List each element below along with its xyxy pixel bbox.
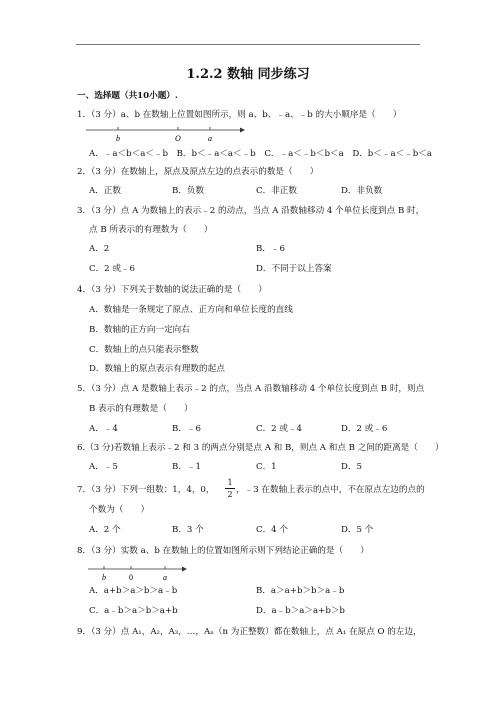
- q6-option-c: C．1: [256, 462, 277, 472]
- q7-fraction-bar: [225, 488, 235, 489]
- q5-option-d: D．2 或﹣6: [341, 424, 388, 434]
- q3-option-b: B．﹣6: [256, 244, 285, 254]
- q8-option-b: B．a＞a+b＞b＞a﹣b: [256, 586, 345, 596]
- q7-fraction-denominator: 2: [227, 490, 233, 499]
- q8-option-c: C．a﹣b＞a＞b＞a+b: [89, 606, 178, 616]
- q1-label-o: O: [175, 134, 181, 143]
- q2-stem: 2．（3 分）在数轴上，原点及原点左边的点表示的数是（ ）: [77, 167, 319, 177]
- q6-option-b: B．﹣1: [172, 462, 201, 472]
- q5-stem-line1: 5．（3 分）点 A 是数轴上表示﹣2 的点，当点 A 沿数轴移动 4 个单位长度到点 B 时，则点: [77, 384, 425, 394]
- q8-stem: 8．（3 分）实数 a、b 在数轴上的位置如图所示则下列结论正确的是（ ）: [77, 546, 369, 556]
- q7-fraction-numerator: 1: [227, 478, 233, 487]
- q3-stem-line2: 点 B 所表示的有理数为（ ）: [89, 225, 213, 235]
- q3-option-c: C．2 或﹣6: [89, 264, 136, 274]
- q7-stem-line2: 个数为（ ）: [89, 505, 150, 515]
- q7-stem-part2: ，﹣3 在数轴上表示的点中，不在原点左边的点的: [236, 485, 425, 495]
- q4-option-c: C．数轴上的点只能表示整数: [89, 345, 199, 355]
- q2-option-c: C．非正数: [256, 186, 297, 196]
- q8-label-a: a: [163, 573, 167, 582]
- q6-stem: 6.（3 分)若数轴上表示﹣2 和 3 的两点分别是点 A 和 B，则点 A 和点 B 之间的距离是（ ）: [77, 443, 444, 453]
- q7-fraction: [225, 478, 235, 499]
- q7-option-b: B．3 个: [172, 525, 204, 535]
- q3-stem-line1: 3．（3 分）点 A 为数轴上的表示﹣2 的动点，当点 A 沿数轴移动 4 个单位长度到点 B 时，: [77, 206, 425, 216]
- q5-option-a: A．﹣4: [89, 424, 118, 434]
- q2-option-b: B．负数: [172, 186, 205, 196]
- q4-stem: 4．（3 分）下列关于数轴的说法正确的是（ ）: [77, 285, 267, 295]
- q4-option-a: A．数轴是一条规定了原点、正方向和单位长度的直线: [89, 305, 293, 315]
- q7-option-d: D．5 个: [341, 525, 374, 535]
- q7-stem-part1: 7．（3 分）下列一组数：1，4，0，: [77, 485, 215, 495]
- q1-stem: 1．（3 分）a、b 在数轴上位置如图所示，则 a、b、﹣a、﹣b 的大小顺序是（ ）: [77, 110, 402, 120]
- q5-option-b: B．﹣6: [172, 424, 201, 434]
- page-title: 1.2.2 数轴 同步练习: [186, 67, 310, 82]
- q9-stem: 9．（3 分）点 A₁，A₂，A₃，…，Aₙ（n 为正整数）都在数轴上，点 A₁ 在原点 O 的左边，: [77, 627, 422, 637]
- q8-option-a: A．a+b＞a＞b＞a﹣b: [89, 586, 178, 596]
- q7-option-a: A．2 个: [89, 525, 121, 535]
- q4-option-b: B．数轴的正方向一定向右: [89, 325, 190, 335]
- q3-option-d: D．不同于以上答案: [256, 264, 332, 274]
- q5-option-c: C．2 或﹣4: [256, 424, 303, 434]
- q3-option-a: A．2: [89, 244, 110, 254]
- q5-stem-line2: B 表示的有理数是（ ）: [89, 404, 193, 414]
- q1-number-line: [84, 124, 246, 144]
- q7-option-c: C．4 个: [256, 525, 288, 535]
- q2-option-d: D．非负数: [341, 186, 383, 196]
- q6-option-a: A．﹣5: [89, 462, 118, 472]
- q6-option-d: D．5: [341, 462, 362, 472]
- q8-label-b: b: [102, 573, 106, 582]
- section-heading: 一、选择题（共10小题）.: [77, 91, 178, 101]
- q8-option-d: D．a﹣b＞a＞a+b＞b: [256, 606, 345, 616]
- q8-label-zero: 0: [129, 573, 133, 582]
- q1-label-a: a: [208, 134, 212, 143]
- q8-number-line: [86, 563, 188, 583]
- q4-option-d: D．数轴上的原点表示有理数的起点: [89, 364, 225, 374]
- header-rule: [76, 44, 420, 45]
- q1-label-b: b: [116, 134, 120, 143]
- q2-option-a: A．正数: [89, 186, 121, 196]
- q1-options: A．﹣a＜b＜a＜﹣b B．b＜﹣a＜a＜﹣b C．﹣a＜﹣b＜b＜a D．b＜﹣a＜﹣b＜a: [89, 149, 433, 159]
